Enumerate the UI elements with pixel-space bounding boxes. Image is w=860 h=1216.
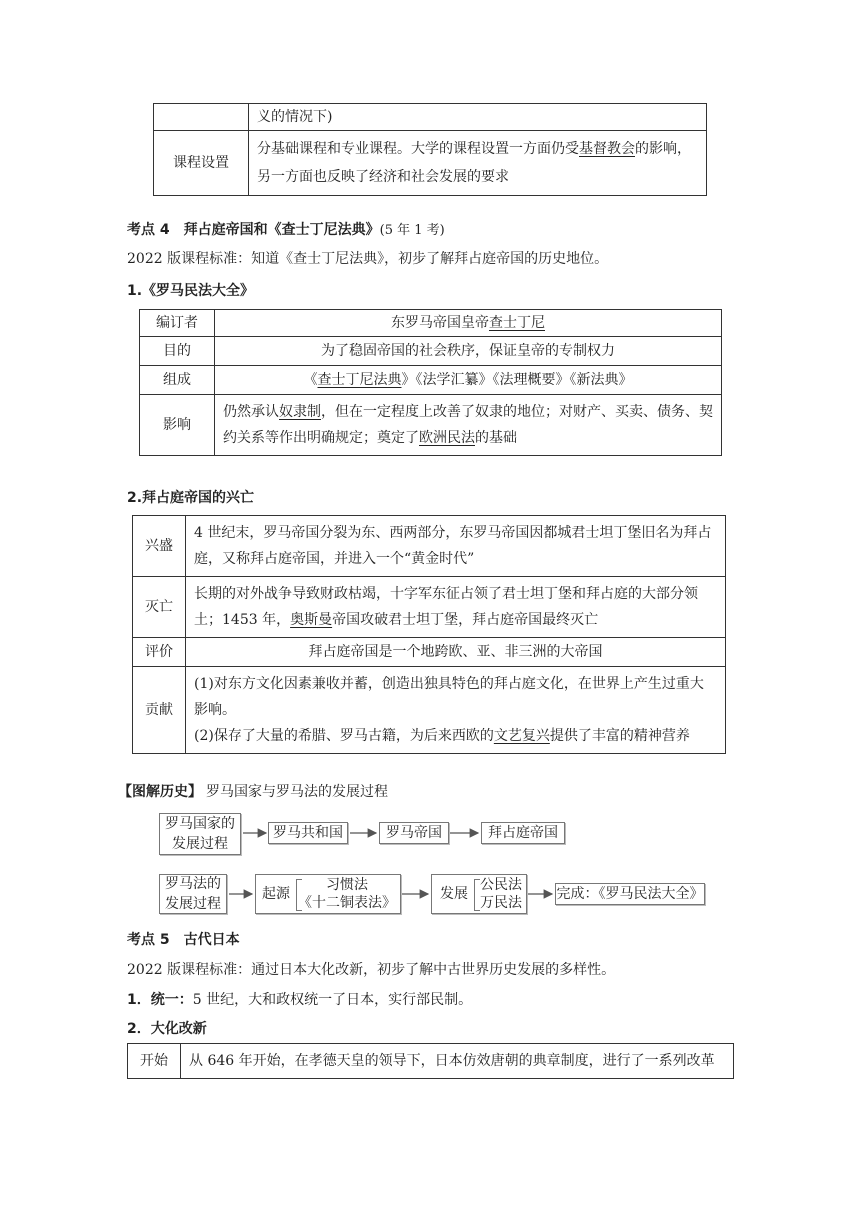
- underlined-term: 奴隶制: [279, 404, 321, 420]
- list-item: [127, 989, 472, 1011]
- table-row: [128, 1044, 734, 1079]
- text: 分基础课程和专业课程。大学的课程设置一方面仍受: [257, 141, 579, 157]
- roman-empire-box: 罗马帝国: [379, 822, 449, 844]
- exam-frequency: (5 年 1 考): [379, 223, 445, 238]
- origin-item: 《十二铜表法》: [298, 895, 396, 911]
- underlined-term: 文艺复兴: [493, 728, 550, 744]
- row-label: 兴盛: [133, 516, 186, 577]
- origin-item: 习惯法: [326, 877, 368, 893]
- origin-box: [255, 874, 401, 914]
- origin-items: [298, 876, 396, 912]
- item-label: 1．统一：: [127, 992, 193, 1008]
- table-cell: 从 646 年开始，在孝德天皇的领导下，日本仿效唐朝的典章制度，进行了一系列改革: [181, 1044, 734, 1079]
- list-item: 2．大化改新: [127, 1021, 207, 1037]
- row-label: 影响: [140, 395, 215, 456]
- text: 东罗马帝国皇帝: [391, 315, 489, 331]
- subsection-heading: 1.《罗马民法大全》: [127, 283, 255, 299]
- section-title: 考点 5 古代日本: [127, 932, 240, 948]
- development-items: [480, 876, 522, 912]
- diagram-tag: 【图解历史】: [118, 784, 202, 800]
- diagram-title-text: 罗马国家与罗马法的发展过程: [206, 784, 388, 800]
- row-label: 组成: [140, 366, 215, 395]
- text: 仍然承认: [223, 404, 279, 420]
- brace-icon: [296, 879, 302, 911]
- table-cell: 拜占庭帝国是一个地跨欧、亚、非三洲的大帝国: [186, 638, 726, 667]
- roman-law-label-box: 罗马法的发展过程: [159, 874, 227, 914]
- underlined-term: 欧洲民法: [419, 430, 475, 446]
- row-label: 灭亡: [133, 577, 186, 638]
- table-cell: 4 世纪末，罗马帝国分裂为东、西两部分，东罗马帝国因都城君士坦丁堡旧名为拜占庭，又称拜占庭帝国，并进入一个“黄金时代”: [186, 516, 726, 577]
- item-text: 5 世纪，大和政权统一了日本，实行部民制。: [192, 992, 473, 1008]
- contribution-item: (1)对东方文化因素兼收并蓄，创造出独具特色的拜占庭文化，在世界上产生过重大影响。: [194, 676, 704, 718]
- development-box: [431, 874, 527, 914]
- text: ，但在一定程度上改善了奴隶的地位；对财产、买卖、债务、契约关系等作出明确规定；奠定了: [223, 404, 713, 446]
- taika-reform-table: [127, 1043, 734, 1079]
- row-label: 贡献: [133, 667, 186, 754]
- table-cell: 为了稳固帝国的社会秩序，保证皇帝的专制权力: [215, 337, 722, 366]
- underlined-term: 查士丁尼: [489, 315, 545, 331]
- completion-box: 完成：《罗马民法大全》: [555, 883, 705, 905]
- row-label: 目的: [140, 337, 215, 366]
- text: 提供了丰富的精神营养: [549, 728, 690, 744]
- roman-republic-box: 罗马共和国: [268, 822, 348, 844]
- text: 《: [303, 372, 318, 388]
- section-title-text: 考点 4 拜占庭帝国和《查士丁尼法典》: [127, 222, 380, 238]
- text: 的基础: [475, 430, 517, 446]
- row-label: 评价: [133, 638, 186, 667]
- text: 长期的对外战争导致财政枯竭，十字军东征占领了君士坦丁堡和拜占庭的大部分领土；1453 年，: [194, 586, 698, 628]
- subsection-heading: 2.拜占庭帝国的兴亡: [127, 490, 255, 506]
- row-label: 课程设置: [154, 131, 249, 196]
- development-item: 万民法: [480, 895, 522, 911]
- origin-label: 起源: [262, 886, 290, 902]
- development-item: 公民法: [480, 877, 522, 893]
- text: 帝国攻破君士坦丁堡，拜占庭帝国最终灭亡: [332, 612, 599, 628]
- development-label: 发展: [440, 886, 468, 902]
- row-label: 编订者: [140, 310, 215, 337]
- text: 的影响，另一方面也反映了经济和社会发展的要求: [257, 141, 691, 185]
- text: (2)保存了大量的希腊、罗马古籍，为后来西欧的: [194, 728, 494, 744]
- table-cell: 义的情况下): [249, 104, 707, 131]
- roman-state-label-box: 罗马国家的发展过程: [159, 813, 241, 855]
- underlined-term: 查士丁尼法典: [317, 372, 402, 388]
- curriculum-standard: 2022 版课程标准：通过日本大化改新，初步了解中古世界历史发展的多样性。: [127, 962, 616, 978]
- row-label: 开始: [128, 1044, 181, 1079]
- underlined-term: 奥斯曼: [290, 612, 333, 628]
- curriculum-standard: 2022 版课程标准：知道《查士丁尼法典》，初步了解拜占庭帝国的历史地位。: [127, 251, 609, 267]
- brace-icon: [474, 879, 480, 911]
- byzantine-empire-box: 拜占庭帝国: [481, 822, 565, 844]
- underlined-term: 基督教会: [579, 141, 635, 157]
- text: 》《法学汇纂》《法理概要》《新法典》: [401, 372, 633, 388]
